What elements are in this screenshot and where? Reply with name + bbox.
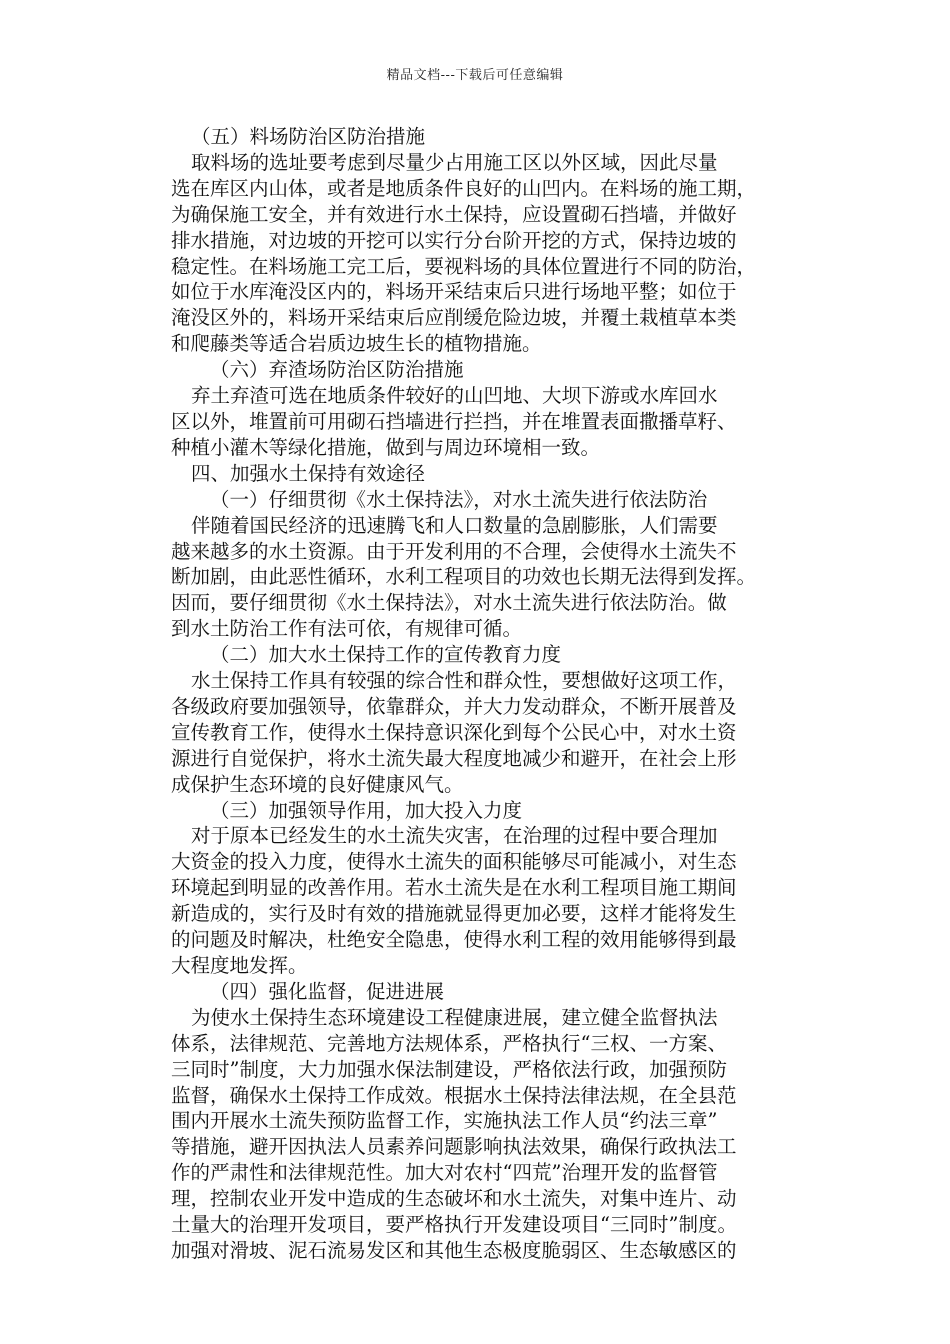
- section-heading-line: （六）弃渣场防治区防治措施: [210, 358, 464, 382]
- text-line: 水土保持工作具有较强的综合性和群众性，要想做好这项工作，: [191, 669, 738, 693]
- text-line: 监督，确保水土保持工作成效。根据水土保持法律法规，在全县范: [171, 1083, 737, 1107]
- text-line: 大资金的投入力度，使得水土流失的面积能够尽可能减小，对生态: [171, 850, 737, 874]
- text-line: 稳定性。在料场施工完工后，要视料场的具体位置进行不同的防治，: [171, 254, 757, 278]
- text-line: 为使水土保持生态环境建设工程健康进展，建立健全监督执法: [191, 1005, 718, 1029]
- text-line: 环境起到明显的改善作用。若水土流失是在水利工程项目施工期间: [171, 876, 737, 900]
- text-line: 围内开展水土流失预防监督工作，实施执法工作人员“约法三章”: [171, 1109, 718, 1133]
- section-heading-line: （三）加强领导作用，加大投入力度: [210, 798, 523, 822]
- text-line: 取料场的选址要考虑到尽量少占用施工区以外区域，因此尽量: [191, 150, 718, 174]
- page-header: 精品文档---下载后可任意编辑: [386, 68, 564, 83]
- text-line: 新造成的，实行及时有效的措施就显得更加必要，这样才能将发生: [171, 902, 737, 926]
- text-line: 如位于水库淹没区内的，料场开采结束后只进行场地平整；如位于: [171, 280, 737, 304]
- text-line: 各级政府要加强领导，依靠群众，并大力发动群众，不断开展普及: [171, 694, 737, 718]
- text-line: 越来越多的水土资源。由于开发利用的不合理，会使得水土流失不: [171, 539, 737, 563]
- text-line: 弃土弃渣可选在地质条件较好的山凹地、大坝下游或水库回水: [191, 384, 718, 408]
- text-line: （五）料场防治区防治措施: [191, 125, 426, 148]
- text-line: 断加剧，由此恶性循环，水利工程项目的功效也长期无法得到发挥。: [171, 565, 757, 589]
- text-line: 四、加强水土保持有效途径: [191, 461, 426, 485]
- section-heading-line: （一）仔细贯彻《水土保持法》，对水土流失进行依法防治: [210, 487, 708, 511]
- text-line: 大程度地发挥。: [171, 954, 308, 977]
- text-line: 选在库区内山体，或者是地质条件良好的山凹内。在料场的施工期，: [171, 176, 757, 200]
- section-heading-line: （二）加大水土保持工作的宣传教育力度: [210, 643, 562, 667]
- text-line: 因而，要仔细贯彻《水土保持法》，对水土流失进行依法防治。做: [171, 591, 727, 615]
- section-heading-line: （四）强化监督，促进进展: [210, 979, 445, 1003]
- text-line: 排水措施，对边坡的开挖可以实行分台阶开挖的方式，保持边坡的: [171, 228, 737, 252]
- text-line: 淹没区外的，料场开采结束后应削缓危险边坡，并覆土栽植草本类: [171, 306, 737, 330]
- text-line: 到水土防治工作有法可依，有规律可循。: [171, 617, 523, 641]
- text-line: 伴随着国民经济的迅速腾飞和人口数量的急剧膨胀，人们需要: [191, 513, 718, 537]
- text-line: 和爬藤类等适合岩质边坡生长的植物措施。: [171, 332, 542, 356]
- text-line: 源进行自觉保护，将水土流失最大程度地减少和避开，在社会上形: [171, 746, 737, 770]
- text-line: 等措施，避开因执法人员素养问题影响执法效果，确保行政执法工: [171, 1135, 737, 1159]
- text-line: 作的严肃性和法律规范性。加大对农村“四荒”治理开发的监督管: [171, 1161, 718, 1185]
- text-line: 成保护生态环境的良好健康风气。: [171, 772, 464, 796]
- text-line: 种植小灌木等绿化措施，做到与周边环境相一致。: [171, 435, 601, 459]
- document-body: [171, 124, 791, 1264]
- text-line: 对于原本已经发生的水土流失灾害，在治理的过程中要合理加: [191, 824, 718, 848]
- text-line: 宣传教育工作，使得水土保持意识深化到每个公民心中，对水土资: [171, 720, 737, 744]
- text-line: 理，控制农业开发中造成的生态破坏和水土流失，对集中连片、动: [171, 1187, 737, 1211]
- text-line: 区以外，堆置前可用砌石挡墙进行拦挡，并在堆置表面撒播草籽、: [171, 409, 737, 433]
- text-line: 加强对滑坡、泥石流易发区和其他生态极度脆弱区、生态敏感区的: [171, 1238, 737, 1262]
- text-line: 三同时”制度，大力加强水保法制建设，严格依法行政，加强预防: [171, 1057, 727, 1081]
- text-line: 为确保施工安全，并有效进行水土保持，应设置砌石挡墙，并做好: [171, 202, 737, 226]
- text-line: 体系，法律规范、完善地方法规体系，严格执行“三权、一方案、: [171, 1031, 727, 1055]
- text-line: 的问题及时解决，杜绝安全隐患，使得水利工程的效用能够得到最: [171, 928, 737, 952]
- text-line: 土量大的治理开发项目，要严格执行开发建设项目“三同时”制度。: [171, 1213, 737, 1237]
